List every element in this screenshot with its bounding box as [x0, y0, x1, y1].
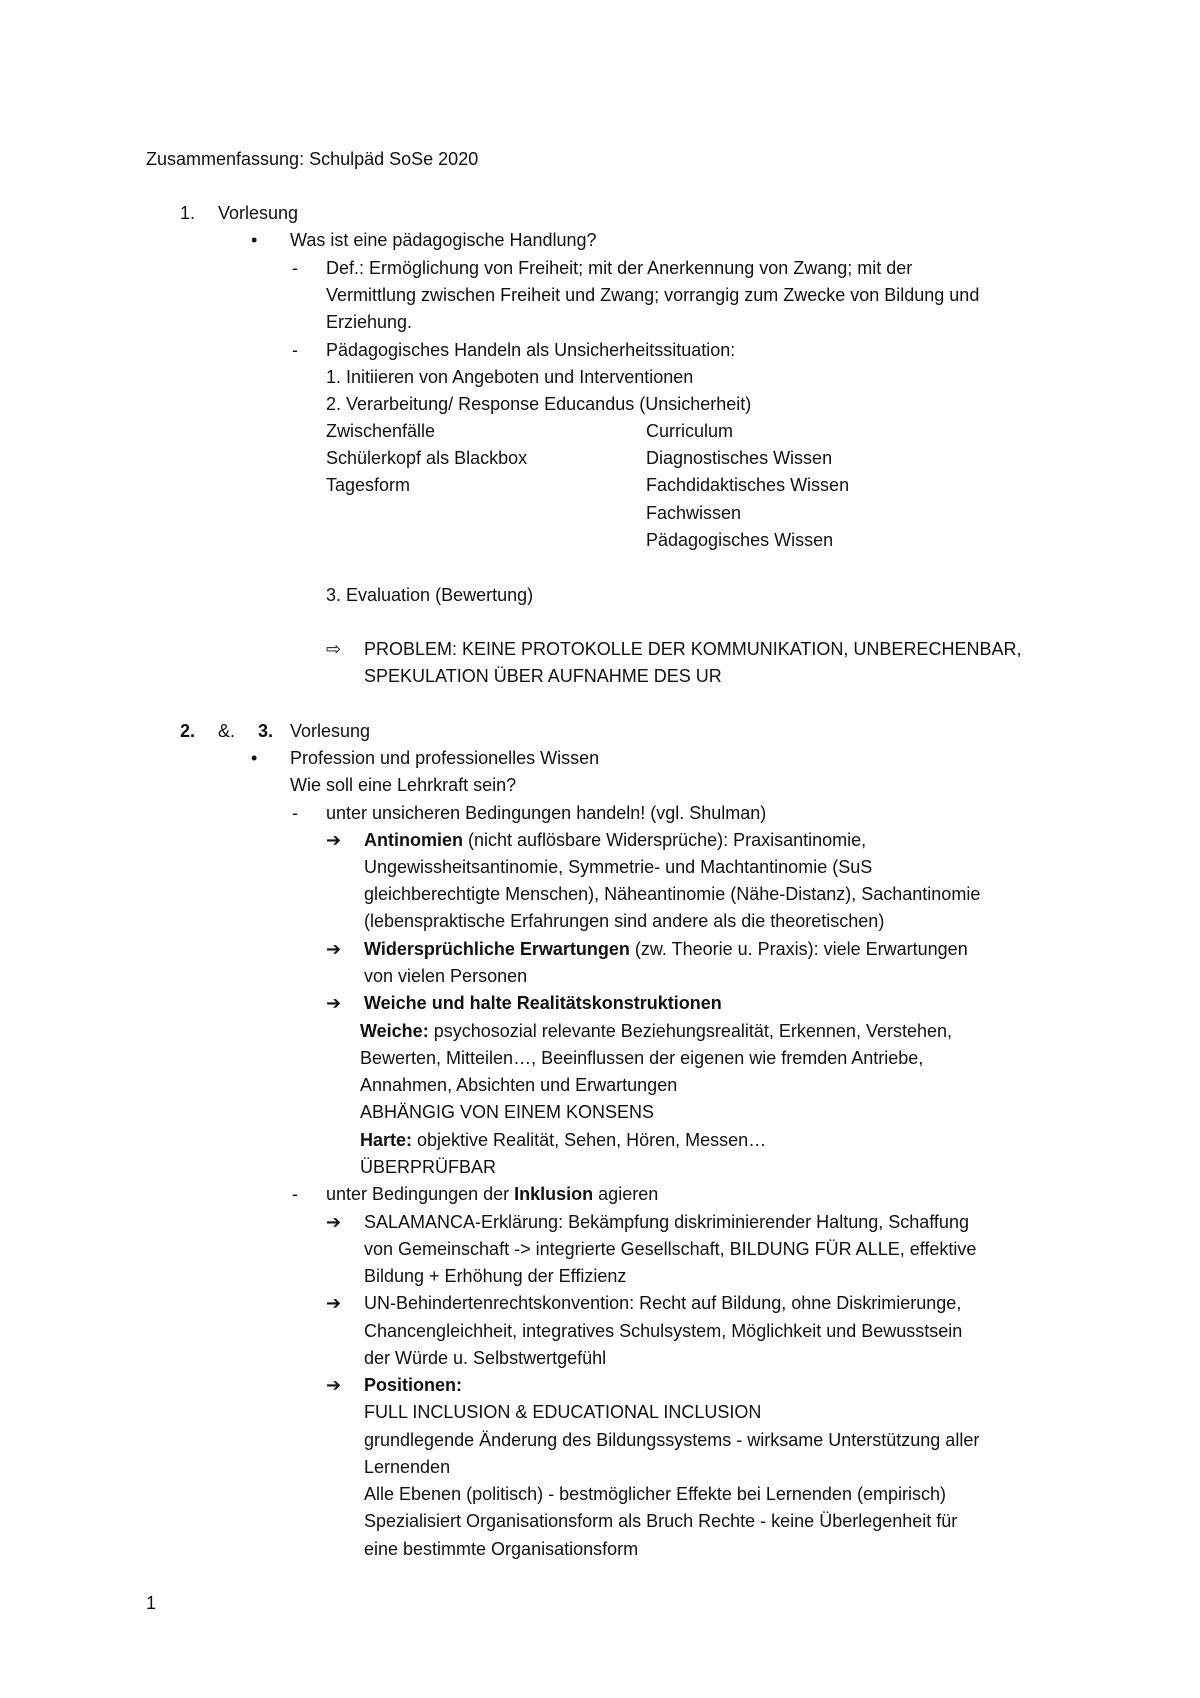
- bold-term: Antinomien: [364, 830, 463, 850]
- text-span: psychosozial relevante Beziehungsrealität, Erkennen, Verstehen,: [428, 1021, 953, 1041]
- right-column-item: Fachwissen: [646, 503, 742, 523]
- page-number: 1: [146, 1593, 157, 1613]
- arrow-icon: ➔: [326, 1212, 342, 1232]
- text-line: FULL INCLUSION & EDUCATIONAL INCLUSION: [364, 1402, 762, 1422]
- text-span: agieren: [593, 1184, 659, 1204]
- text-line: von vielen Personen: [364, 966, 528, 986]
- list-number: 1.: [180, 203, 196, 223]
- text-span: objektive Realität, Sehen, Hören, Messen…: [412, 1130, 767, 1150]
- text-line: 1. Initiieren von Angeboten und Interventionen: [326, 367, 694, 387]
- arrow-icon: ➔: [326, 993, 342, 1013]
- text-line: Spezialisiert Organisationsform als Bruch Rechte - keine Überlegenheit für: [364, 1511, 958, 1531]
- text-line: Lernenden: [364, 1457, 451, 1477]
- text-line: [360, 1127, 766, 1154]
- text-line: UN-Behindertenrechtskonvention: Recht auf Bildung, ohne Diskrimierunge,: [364, 1293, 962, 1313]
- dash-marker: -: [292, 1184, 298, 1204]
- text-line: (lebenspraktische Erfahrungen sind andere als die theoretischen): [364, 911, 885, 931]
- bold-heading: Positionen:: [364, 1375, 462, 1395]
- document-title: Zusammenfassung: Schulpäd SoSe 2020: [146, 149, 479, 169]
- hollow-arrow-icon: ⇨: [326, 639, 342, 659]
- text-line: ABHÄNGIG VON EINEM KONSENS: [360, 1102, 655, 1122]
- text-line: Chancengleichheit, integratives Schulsystem, Möglichkeit und Bewusstsein: [364, 1321, 963, 1341]
- left-column-item: Schülerkopf als Blackbox: [326, 448, 528, 468]
- list-item: Was ist eine pädagogische Handlung?: [290, 230, 597, 250]
- dash-marker: -: [292, 803, 298, 823]
- text-line: Erziehung.: [326, 312, 413, 332]
- text-line: eine bestimmte Organisationsform: [364, 1539, 639, 1559]
- text-line: SPEKULATION ÜBER AUFNAHME DES UR: [364, 666, 722, 686]
- text-line: PROBLEM: KEINE PROTOKOLLE DER KOMMUNIKATION, UNBERECHENBAR,: [364, 639, 1022, 659]
- text-line: [364, 936, 968, 963]
- text-line: der Würde u. Selbstwertgefühl: [364, 1348, 607, 1368]
- list-number: &.: [218, 721, 236, 741]
- arrow-icon: ➔: [326, 1375, 342, 1395]
- dash-marker: -: [292, 340, 298, 360]
- left-column-item: Zwischenfälle: [326, 421, 436, 441]
- text-line: [364, 827, 866, 854]
- text-span: (nicht auflösbare Widersprüche): Praxisantinomie,: [463, 830, 867, 850]
- bold-term: Inklusion: [514, 1184, 594, 1204]
- text-line: Def.: Ermöglichung von Freiheit; mit der Anerkennung von Zwang; mit der: [326, 258, 913, 278]
- bold-heading: Weiche und halte Realitätskonstruktionen: [364, 993, 722, 1013]
- bullet-icon: •: [251, 230, 258, 250]
- bold-term: Harte:: [360, 1130, 413, 1150]
- text-line: Pädagogisches Handeln als Unsicherheitssituation:: [326, 340, 736, 360]
- text-span: (zw. Theorie u. Praxis): viele Erwartungen: [629, 939, 968, 959]
- right-column-item: Fachdidaktisches Wissen: [646, 475, 850, 495]
- bold-term: Weiche:: [360, 1021, 429, 1041]
- text-line: 2. Verarbeitung/ Response Educandus (Unsicherheit): [326, 394, 752, 414]
- text-line: ÜBERPRÜFBAR: [360, 1157, 497, 1177]
- text-line: unter unsicheren Bedingungen handeln! (vgl. Shulman): [326, 803, 767, 823]
- text-line: Bewerten, Mitteilen…, Beeinflussen der eigenen wie fremden Antriebe,: [360, 1048, 924, 1068]
- text-line: Bildung + Erhöhung der Effizienz: [364, 1266, 627, 1286]
- arrow-icon: ➔: [326, 1293, 342, 1313]
- text-line: [360, 1018, 952, 1045]
- text-line: Ungewissheitsantinomie, Symmetrie- und Machtantinomie (SuS: [364, 857, 873, 877]
- text-line: Annahmen, Absichten und Erwartungen: [360, 1075, 678, 1095]
- text-line: 3. Evaluation (Bewertung): [326, 585, 534, 605]
- bullet-icon: •: [251, 748, 258, 768]
- list-number: 3.: [258, 721, 274, 741]
- text-line: Wie soll eine Lehrkraft sein?: [290, 775, 517, 795]
- text-line: von Gemeinschaft -> integrierte Gesellschaft, BILDUNG FÜR ALLE, effektive: [364, 1239, 977, 1259]
- arrow-icon: ➔: [326, 939, 342, 959]
- text-span: unter Bedingungen der: [326, 1184, 515, 1204]
- right-column-item: Pädagogisches Wissen: [646, 530, 834, 550]
- text-line: grundlegende Änderung des Bildungssystems - wirksame Unterstützung aller: [364, 1430, 980, 1450]
- right-column-item: Curriculum: [646, 421, 734, 441]
- text-line: [326, 1181, 658, 1208]
- text-line: SALAMANCA-Erklärung: Bekämpfung diskriminierender Haltung, Schaffung: [364, 1212, 969, 1232]
- left-column-item: Tagesform: [326, 475, 411, 495]
- right-column-item: Diagnostisches Wissen: [646, 448, 833, 468]
- section-heading: Vorlesung: [290, 721, 371, 741]
- bold-term: Widersprüchliche Erwartungen: [364, 939, 630, 959]
- list-number: 2.: [180, 721, 196, 741]
- section-heading: Vorlesung: [218, 203, 299, 223]
- arrow-icon: ➔: [326, 830, 342, 850]
- text-line: Vermittlung zwischen Freiheit und Zwang; vorrangig zum Zwecke von Bildung und: [326, 285, 980, 305]
- list-item: Profession und professionelles Wissen: [290, 748, 600, 768]
- text-line: gleichberechtigte Menschen), Näheantinomie (Nähe-Distanz), Sachantinomie: [364, 884, 981, 904]
- text-line: Alle Ebenen (politisch) - bestmöglicher Effekte bei Lernenden (empirisch): [364, 1484, 946, 1504]
- dash-marker: -: [292, 258, 298, 278]
